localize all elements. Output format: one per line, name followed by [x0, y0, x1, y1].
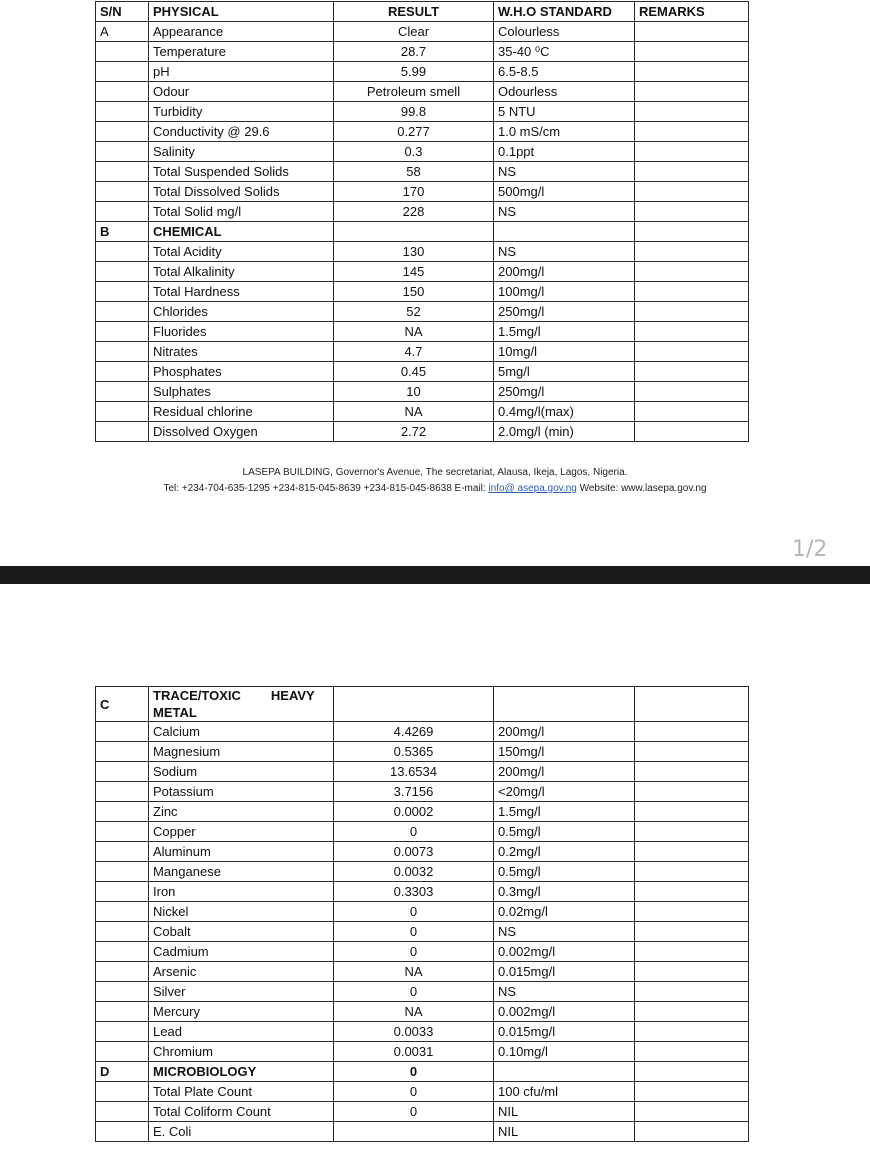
standard-value: 200mg/l [494, 262, 635, 282]
section-title-line2: METAL [153, 705, 197, 720]
sn-cell [96, 762, 149, 782]
parameter-name: Arsenic [149, 962, 334, 982]
remarks-cell [635, 802, 749, 822]
sn-cell [96, 842, 149, 862]
table-row [96, 322, 749, 342]
section-letter: C [96, 687, 149, 722]
parameter-name: Cadmium [149, 942, 334, 962]
parameter-name: Conductivity @ 29.6 [149, 122, 334, 142]
result-value [334, 1122, 494, 1142]
table-row [96, 362, 749, 382]
result-value: 0.0031 [334, 1042, 494, 1062]
result-value: 0.5365 [334, 742, 494, 762]
result-value: 0 [334, 982, 494, 1002]
table-row [96, 822, 749, 842]
remarks-cell [635, 102, 749, 122]
result-value: 10 [334, 382, 494, 402]
result-value: 0 [334, 922, 494, 942]
empty-cell [635, 1062, 749, 1082]
parameter-name: Total Dissolved Solids [149, 182, 334, 202]
standard-value: 0.015mg/l [494, 1022, 635, 1042]
section-title [149, 687, 334, 722]
parameter-name: Odour [149, 82, 334, 102]
table-row [96, 922, 749, 942]
sn-cell [96, 322, 149, 342]
table-row [96, 202, 749, 222]
remarks-cell [635, 42, 749, 62]
remarks-cell [635, 22, 749, 42]
standard-value: 6.5-8.5 [494, 62, 635, 82]
sn-cell [96, 1102, 149, 1122]
standard-value: 250mg/l [494, 382, 635, 402]
section-title-part1: TRACE/TOXIC [153, 688, 241, 703]
result-value: 0.45 [334, 362, 494, 382]
standard-value: 35-40 ⁰C [494, 42, 635, 62]
parameter-name: Copper [149, 822, 334, 842]
parameter-name: Fluorides [149, 322, 334, 342]
sn-cell [96, 1082, 149, 1102]
standard-value: NS [494, 922, 635, 942]
standard-value: 0.10mg/l [494, 1042, 635, 1062]
remarks-cell [635, 982, 749, 1002]
remarks-cell [635, 842, 749, 862]
sn-cell [96, 962, 149, 982]
table-row [96, 242, 749, 262]
table-row [96, 882, 749, 902]
parameter-name: Sodium [149, 762, 334, 782]
table-row [96, 1122, 749, 1142]
parameter-name: Turbidity [149, 102, 334, 122]
table-row [96, 842, 749, 862]
parameter-name: pH [149, 62, 334, 82]
footer-phone: Tel: +234-704-635-1295 +234-815-045-8639 +234-815-045-8638 E-mail: [163, 483, 489, 494]
table-row [96, 102, 749, 122]
parameter-name: E. Coli [149, 1122, 334, 1142]
parameter-name: Cobalt [149, 922, 334, 942]
section-letter: B [96, 222, 149, 242]
remarks-cell [635, 82, 749, 102]
result-value: 0 [334, 822, 494, 842]
parameter-name: Total Acidity [149, 242, 334, 262]
parameter-name: Temperature [149, 42, 334, 62]
remarks-cell [635, 182, 749, 202]
parameter-name: Silver [149, 982, 334, 1002]
parameter-name: Aluminum [149, 842, 334, 862]
sn-cell [96, 902, 149, 922]
standard-value: 0.02mg/l [494, 902, 635, 922]
result-value: NA [334, 402, 494, 422]
parameter-name: Chromium [149, 1042, 334, 1062]
sn-cell [96, 122, 149, 142]
result-value: 28.7 [334, 42, 494, 62]
parameter-name: Nickel [149, 902, 334, 922]
table-row [96, 262, 749, 282]
result-value: 0 [334, 902, 494, 922]
standard-value: Colourless [494, 22, 635, 42]
standard-value: 1.0 mS/cm [494, 122, 635, 142]
remarks-cell [635, 402, 749, 422]
section-title: MICROBIOLOGY [149, 1062, 334, 1082]
result-value: 170 [334, 182, 494, 202]
remarks-cell [635, 322, 749, 342]
header-sn: S/N [96, 2, 149, 22]
table-row [96, 42, 749, 62]
table-row [96, 742, 749, 762]
sn-cell [96, 1122, 149, 1142]
header-remarks: REMARKS [635, 2, 749, 22]
sn-cell [96, 402, 149, 422]
standard-value: 5 NTU [494, 102, 635, 122]
sn-cell [96, 882, 149, 902]
standard-value: 1.5mg/l [494, 802, 635, 822]
remarks-cell [635, 862, 749, 882]
table-row [96, 22, 749, 42]
table-row [96, 382, 749, 402]
parameter-name: Total Suspended Solids [149, 162, 334, 182]
result-value: 150 [334, 282, 494, 302]
parameter-name: Total Hardness [149, 282, 334, 302]
parameter-name: Calcium [149, 722, 334, 742]
sn-cell [96, 242, 149, 262]
remarks-cell [635, 742, 749, 762]
sn-cell [96, 182, 149, 202]
remarks-cell [635, 242, 749, 262]
table-row [96, 342, 749, 362]
table-row [96, 942, 749, 962]
remarks-cell [635, 122, 749, 142]
result-value: 0 [334, 1082, 494, 1102]
sn-cell [96, 142, 149, 162]
sn-cell [96, 302, 149, 322]
sn-cell [96, 282, 149, 302]
remarks-cell [635, 382, 749, 402]
sn-cell [96, 342, 149, 362]
remarks-cell [635, 282, 749, 302]
sn-cell [96, 162, 149, 182]
section-row-trace-metals [96, 687, 749, 722]
parameter-name: Manganese [149, 862, 334, 882]
remarks-cell [635, 342, 749, 362]
parameter-name: Total Plate Count [149, 1082, 334, 1102]
parameter-name: Sulphates [149, 382, 334, 402]
sn-cell [96, 862, 149, 882]
remarks-cell [635, 302, 749, 322]
footer-address: LASEPA BUILDING, Governor's Avenue, The secretariat, Alausa, Ikeja, Lagos, Nigeria. [242, 467, 628, 478]
standard-value: 0.002mg/l [494, 942, 635, 962]
table-row [96, 762, 749, 782]
result-value: 0.3 [334, 142, 494, 162]
remarks-cell [635, 962, 749, 982]
sn-cell [96, 422, 149, 442]
result-value: 0.0032 [334, 862, 494, 882]
parameter-name: Residual chlorine [149, 402, 334, 422]
standard-value: 0.5mg/l [494, 822, 635, 842]
table-row [96, 422, 749, 442]
remarks-cell [635, 942, 749, 962]
standard-value: 0.1ppt [494, 142, 635, 162]
remarks-cell [635, 1102, 749, 1122]
standard-value: 0.3mg/l [494, 882, 635, 902]
table-row [96, 982, 749, 1002]
standard-value: 0.2mg/l [494, 842, 635, 862]
parameter-name: Appearance [149, 22, 334, 42]
sn-cell [96, 262, 149, 282]
sn-cell [96, 802, 149, 822]
standard-value: 200mg/l [494, 762, 635, 782]
parameter-name: Potassium [149, 782, 334, 802]
result-value: 0.3303 [334, 882, 494, 902]
table-row [96, 402, 749, 422]
result-value: 52 [334, 302, 494, 322]
table-row [96, 902, 749, 922]
remarks-cell [635, 202, 749, 222]
table-row [96, 1042, 749, 1062]
parameter-name: Dissolved Oxygen [149, 422, 334, 442]
standard-value: 250mg/l [494, 302, 635, 322]
remarks-cell [635, 62, 749, 82]
table-row [96, 162, 749, 182]
remarks-cell [635, 782, 749, 802]
section-letter: D [96, 1062, 149, 1082]
standard-value: <20mg/l [494, 782, 635, 802]
standard-value: 0.5mg/l [494, 862, 635, 882]
section-title: CHEMICAL [149, 222, 334, 242]
parameter-name: Magnesium [149, 742, 334, 762]
sn-cell [96, 922, 149, 942]
parameter-name: Iron [149, 882, 334, 902]
remarks-cell [635, 762, 749, 782]
sn-cell [96, 822, 149, 842]
footer-website: Website: www.lasepa.gov.ng [576, 483, 707, 494]
result-value: NA [334, 962, 494, 982]
table-row [96, 282, 749, 302]
section-result: 0 [334, 1062, 494, 1082]
parameter-name: Phosphates [149, 362, 334, 382]
sn-cell [96, 1022, 149, 1042]
results-table-page-1 [95, 1, 749, 442]
standard-value: 150mg/l [494, 742, 635, 762]
table-row [96, 142, 749, 162]
sn-cell [96, 982, 149, 1002]
table-row [96, 182, 749, 202]
result-value: 145 [334, 262, 494, 282]
sn-cell [96, 382, 149, 402]
sn-cell [96, 42, 149, 62]
table-row [96, 962, 749, 982]
result-value: 130 [334, 242, 494, 262]
standard-value: 10mg/l [494, 342, 635, 362]
table-row [96, 1102, 749, 1122]
table-row [96, 1082, 749, 1102]
remarks-cell [635, 922, 749, 942]
result-value: Petroleum smell [334, 82, 494, 102]
result-value: NA [334, 322, 494, 342]
result-value: 3.7156 [334, 782, 494, 802]
standard-value: 2.0mg/l (min) [494, 422, 635, 442]
parameter-name: Total Coliform Count [149, 1102, 334, 1122]
sn-cell: A [96, 22, 149, 42]
standard-value: NIL [494, 1122, 635, 1142]
standard-value: 500mg/l [494, 182, 635, 202]
table-row [96, 802, 749, 822]
sn-cell [96, 102, 149, 122]
remarks-cell [635, 1002, 749, 1022]
table-row [96, 862, 749, 882]
result-value: 5.99 [334, 62, 494, 82]
sn-cell [96, 1002, 149, 1022]
table-row [96, 782, 749, 802]
standard-value: 100mg/l [494, 282, 635, 302]
section-row [96, 222, 749, 242]
footer-email-link[interactable]: info@ asepa.gov.ng [488, 483, 577, 494]
remarks-cell [635, 422, 749, 442]
results-table-page-2 [95, 686, 749, 1142]
table-row [96, 722, 749, 742]
standard-value: NS [494, 162, 635, 182]
result-value: 2.72 [334, 422, 494, 442]
section-title-part2: HEAVY [270, 688, 315, 703]
header-result: RESULT [334, 2, 494, 22]
remarks-cell [635, 902, 749, 922]
table-row [96, 122, 749, 142]
empty-cell [494, 1062, 635, 1082]
table-row [96, 62, 749, 82]
result-value: NA [334, 1002, 494, 1022]
result-value: 58 [334, 162, 494, 182]
result-value: 99.8 [334, 102, 494, 122]
standard-value: 0.015mg/l [494, 962, 635, 982]
standard-value: 1.5mg/l [494, 322, 635, 342]
result-value: 0 [334, 1102, 494, 1122]
header-standard: W.H.O STANDARD [494, 2, 635, 22]
sn-cell [96, 742, 149, 762]
result-value: 228 [334, 202, 494, 222]
parameter-name: Total Alkalinity [149, 262, 334, 282]
page-divider [0, 566, 870, 584]
sn-cell [96, 362, 149, 382]
standard-value: 0.002mg/l [494, 1002, 635, 1022]
remarks-cell [635, 262, 749, 282]
remarks-cell [635, 722, 749, 742]
footer-contact [0, 483, 870, 494]
table-row [96, 1022, 749, 1042]
parameter-name: Salinity [149, 142, 334, 162]
result-value: 0 [334, 942, 494, 962]
remarks-cell [635, 1122, 749, 1142]
parameter-name: Mercury [149, 1002, 334, 1022]
result-value: 13.6534 [334, 762, 494, 782]
sn-cell [96, 722, 149, 742]
header-physical: PHYSICAL [149, 2, 334, 22]
remarks-cell [635, 882, 749, 902]
remarks-cell [635, 1022, 749, 1042]
standard-value: NIL [494, 1102, 635, 1122]
section-row [96, 1062, 749, 1082]
result-value: Clear [334, 22, 494, 42]
page-indicator: 1/2 [792, 537, 828, 562]
result-value: 4.7 [334, 342, 494, 362]
remarks-cell [635, 162, 749, 182]
sn-cell [96, 62, 149, 82]
result-value: 4.4269 [334, 722, 494, 742]
standard-value: NS [494, 242, 635, 262]
empty-cell [494, 222, 635, 242]
sn-cell [96, 82, 149, 102]
standard-value: 100 cfu/ml [494, 1082, 635, 1102]
sn-cell [96, 1042, 149, 1062]
parameter-name: Zinc [149, 802, 334, 822]
remarks-cell [635, 362, 749, 382]
result-value: 0.0033 [334, 1022, 494, 1042]
standard-value: 0.4mg/l(max) [494, 402, 635, 422]
remarks-cell [635, 822, 749, 842]
parameter-name: Lead [149, 1022, 334, 1042]
remarks-cell [635, 1042, 749, 1062]
table-header-row [96, 2, 749, 22]
result-value: 0.0073 [334, 842, 494, 862]
standard-value: NS [494, 202, 635, 222]
standard-value: 200mg/l [494, 722, 635, 742]
table-row [96, 1002, 749, 1022]
standard-value: Odourless [494, 82, 635, 102]
empty-cell [635, 222, 749, 242]
result-value: 0.0002 [334, 802, 494, 822]
table-row [96, 82, 749, 102]
standard-value: NS [494, 982, 635, 1002]
parameter-name: Total Solid mg/l [149, 202, 334, 222]
result-value: 0.277 [334, 122, 494, 142]
table-row [96, 302, 749, 322]
standard-value: 5mg/l [494, 362, 635, 382]
sn-cell [96, 782, 149, 802]
remarks-cell [635, 1082, 749, 1102]
sn-cell [96, 942, 149, 962]
parameter-name: Chlorides [149, 302, 334, 322]
remarks-cell [635, 142, 749, 162]
section-result [334, 222, 494, 242]
parameter-name: Nitrates [149, 342, 334, 362]
sn-cell [96, 202, 149, 222]
